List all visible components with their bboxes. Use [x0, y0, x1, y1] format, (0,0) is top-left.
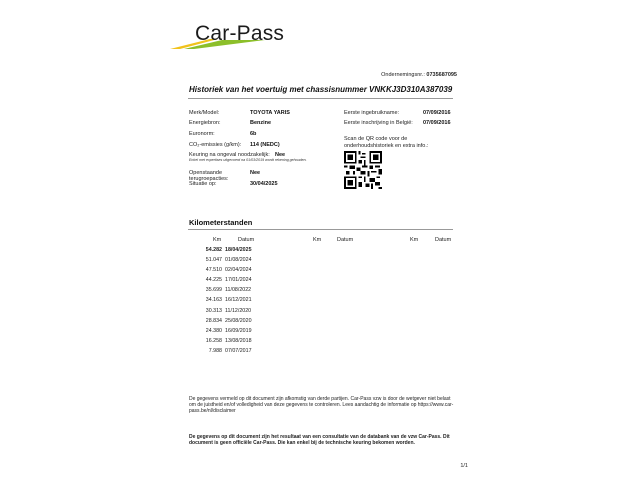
table-row: 28.834 25/08/2020 — [205, 317, 252, 324]
co2-label: CO₂-emissies (g/km): — [189, 142, 242, 148]
first-registration-value: 07/09/2016 — [423, 120, 451, 126]
table-row: 30.313 11/12/2020 — [205, 307, 252, 314]
company-number: Ondernemingsnr.: 0735687095 — [381, 72, 457, 78]
inspection-note: Enkel met expertises uitgevoerd na 01/03/2019 wordt rekening gehouden. — [189, 158, 307, 162]
table-row: 54.282 18/04/2025 — [205, 247, 252, 253]
inspection-label: Keuring na ongeval noodzakelijk: — [189, 152, 270, 158]
table-row: 47.510 02/04/2024 — [205, 267, 252, 274]
page-title: Historiek van het voertuig met chassisnummer VNKKJ3D310A387039 — [189, 85, 453, 94]
table-row: 51.047 01/08/2024 — [205, 257, 252, 264]
fuel-value: Benzine — [250, 120, 272, 126]
brand-model-value: TOYOTA YARIS — [250, 110, 290, 116]
km-section-title: Kilometerstanden — [189, 218, 253, 227]
situation-value: 30/04/2025 — [250, 181, 278, 187]
logo-text: Car-Pass — [195, 22, 285, 45]
situation-label: Situatie op: — [189, 181, 217, 187]
first-use-value: 07/09/2016 — [423, 110, 451, 116]
recall-value: Nee — [250, 170, 261, 176]
first-use-label: Eerste ingebruikname: — [344, 110, 400, 116]
recall-label: Openstaande terugroepacties: — [189, 170, 229, 182]
col-date-header: Datum — [337, 237, 354, 243]
divider — [188, 229, 453, 230]
euronorm-label: Euronorm: — [189, 131, 215, 137]
divider — [188, 98, 453, 99]
col-km-header: Km — [213, 237, 222, 243]
brand-model-label: Merk/Model: — [189, 110, 220, 116]
table-row: 44.225 17/01/2024 — [205, 277, 252, 284]
table-row: 34.163 16/12/2021 — [205, 297, 252, 304]
km-table — [186, 247, 252, 358]
table-row: 7.988 07/07/2017 — [208, 347, 252, 354]
table-row: 24.380 16/09/2019 — [205, 327, 252, 334]
col-date-header: Datum — [238, 237, 255, 243]
col-date-header: Datum — [435, 237, 452, 243]
co2-value: 114 (NEDC) — [250, 142, 280, 148]
first-registration-label: Eerste inschrijving in België: — [344, 120, 413, 126]
table-row: 16.258 13/08/2018 — [205, 337, 252, 344]
euronorm-value: 6b — [250, 131, 257, 137]
disclaimer-bold-text: De gegevens op dit document zijn het resultaat van een consultatie van de databank van de vzw Car-Pass. Dit document is geen officiële Car-Pass. Die kan enkel bij de technische keuring bekomen worden. — [189, 434, 450, 447]
col-km-header: Km — [410, 237, 419, 243]
qr-instructions: Scan de QR code voor de onderhoudshistoriek en extra info.: — [344, 136, 429, 149]
qr-code[interactable] — [344, 151, 382, 189]
col-km-header: Km — [313, 237, 322, 243]
disclaimer-text: De gegevens vermeld op dit document zijn afkomstig van derde partijen. Car-Pass vzw is door de wetgever niet belast om de juistheid en/of volledigheid van deze gegevens te controleren. Lees aandachtig de informatie op https://www.car-pass.be/nl/disclaimer — [189, 396, 454, 415]
table-row: 35.699 11/08/2022 — [205, 287, 252, 294]
fuel-label: Energiebron: — [189, 120, 221, 126]
page-number: 1/1 — [460, 463, 468, 469]
inspection-value: Nee — [275, 152, 286, 158]
